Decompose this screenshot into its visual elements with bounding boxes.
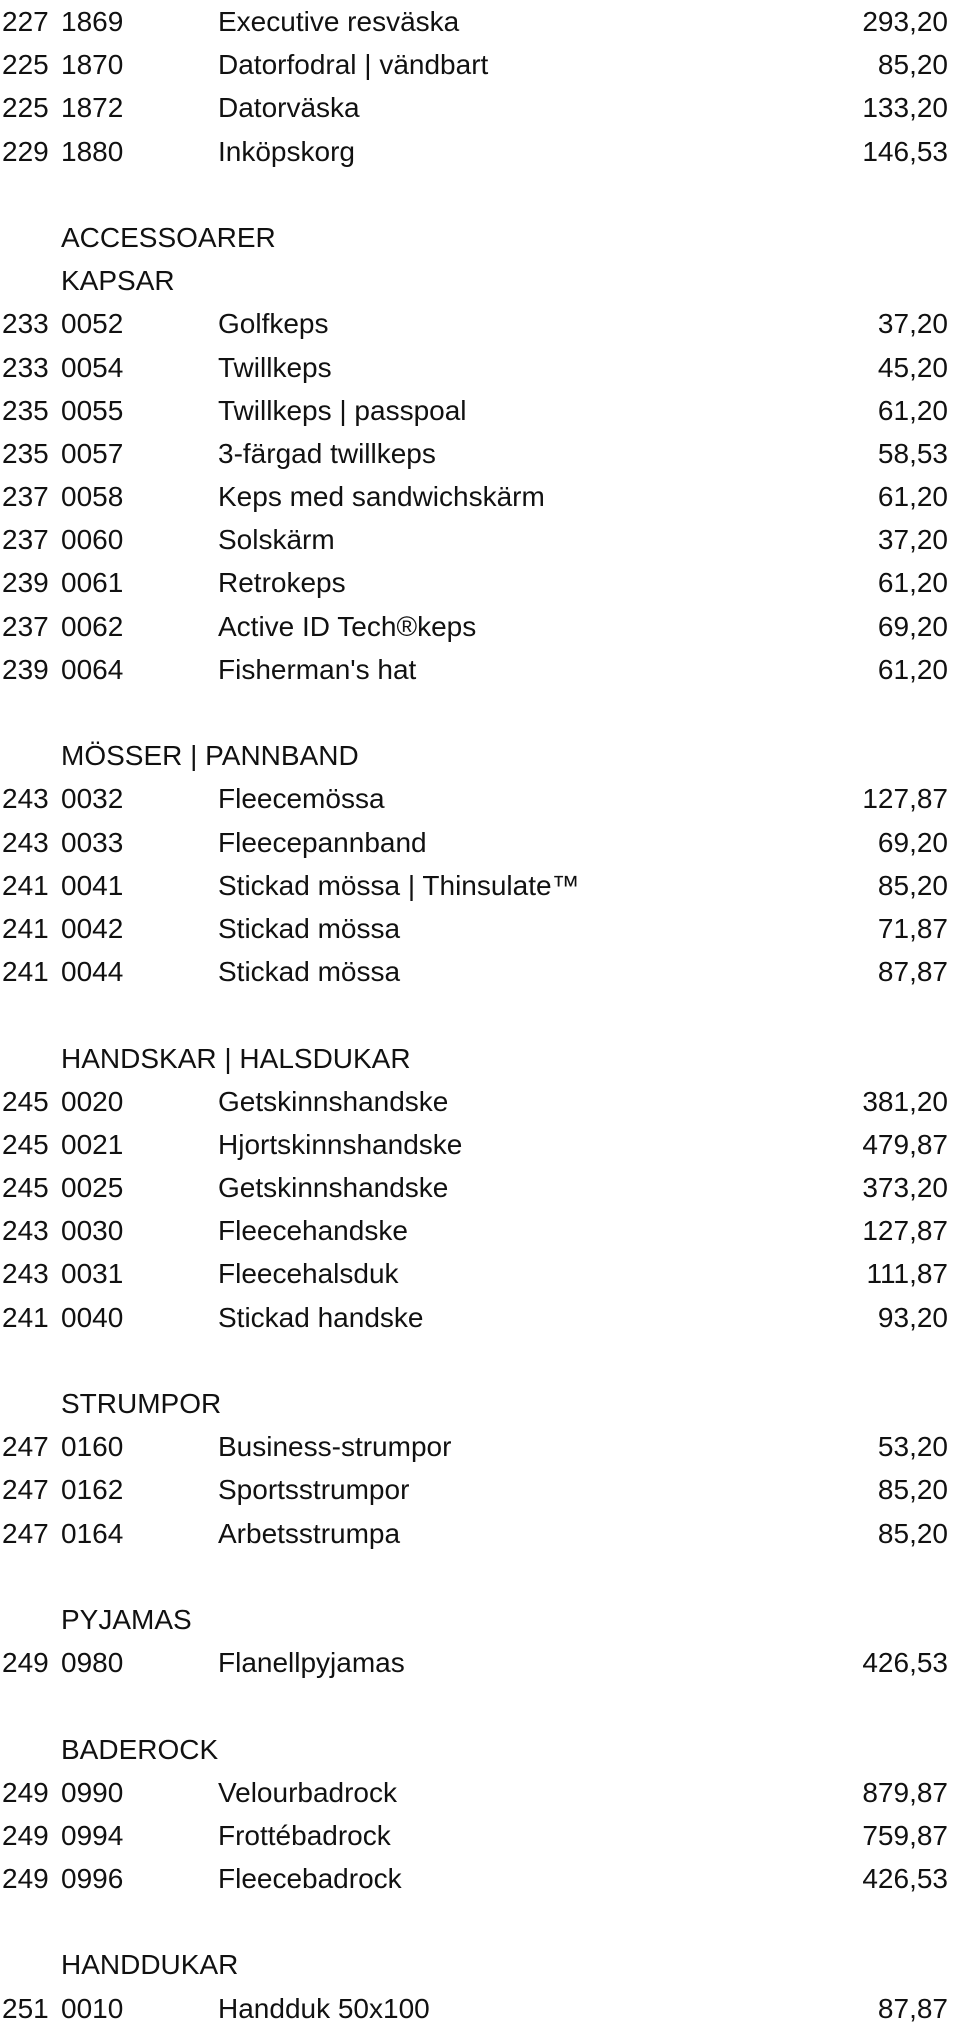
price-list-row (0, 1166, 960, 1209)
section-heading-text: HANDSKAR | HALSDUKAR (61, 1042, 411, 1074)
article-price: 111,87 (866, 1258, 948, 1290)
article-description: Handduk 50x100 (218, 1992, 430, 2024)
page-number: 247 (2, 1517, 49, 1549)
article-code: 0060 (61, 524, 124, 556)
article-description: Golfkeps (218, 308, 329, 340)
article-code: 0994 (61, 1819, 124, 1851)
page-number: 241 (2, 912, 49, 944)
article-description: Getskinnshandske (218, 1085, 449, 1117)
article-code: 0055 (61, 394, 124, 426)
article-price: 85,20 (877, 1474, 948, 1506)
article-price: 71,87 (877, 912, 948, 944)
article-price: 426,53 (862, 1647, 948, 1679)
page-number: 237 (2, 481, 49, 513)
article-price: 85,20 (877, 1517, 948, 1549)
page-number: 241 (2, 1301, 49, 1333)
article-price: 58,53 (877, 437, 948, 469)
page-number: 235 (2, 437, 49, 469)
category-title (0, 216, 960, 259)
page-number: 227 (2, 6, 49, 37)
article-price: 61,20 (877, 567, 948, 599)
price-list-row (0, 605, 960, 648)
article-price: 61,20 (877, 481, 948, 513)
page-number: 233 (2, 308, 49, 340)
section-heading (0, 1728, 960, 1771)
page-number: 247 (2, 1431, 49, 1463)
section-heading-text: HANDDUKAR (61, 1949, 239, 1981)
article-price: 61,20 (877, 653, 948, 685)
article-description: Fisherman's hat (218, 653, 417, 685)
blank-line (0, 993, 960, 1036)
article-code: 0162 (61, 1474, 124, 1506)
article-price: 127,87 (862, 783, 948, 815)
price-list-row (0, 648, 960, 691)
article-code: 0980 (61, 1647, 124, 1679)
article-price: 85,20 (877, 49, 948, 81)
section-heading (0, 1037, 960, 1080)
page-number: 241 (2, 956, 49, 988)
article-description: Getskinnshandske (218, 1172, 449, 1204)
price-list-row (0, 1857, 960, 1900)
page-number: 239 (2, 567, 49, 599)
article-code: 0990 (61, 1776, 124, 1808)
section-heading (0, 1382, 960, 1425)
price-list-row (0, 1080, 960, 1123)
article-code: 0057 (61, 437, 124, 469)
article-code: 0040 (61, 1301, 124, 1333)
article-code: 0996 (61, 1863, 124, 1895)
article-price: 45,20 (877, 351, 948, 383)
article-description: Fleecehandske (218, 1215, 408, 1247)
price-list-row (0, 864, 960, 907)
price-list-row (0, 302, 960, 345)
article-code: 0054 (61, 351, 124, 383)
article-description: Solskärm (218, 524, 335, 556)
price-list-row (0, 86, 960, 129)
article-price: 69,20 (877, 826, 948, 858)
article-description: Active ID Tech®keps (218, 610, 477, 642)
article-description: Sportsstrumpor (218, 1474, 410, 1506)
page-number: 247 (2, 1474, 49, 1506)
blank-line (0, 1339, 960, 1382)
article-code: 0064 (61, 653, 124, 685)
article-code: 0160 (61, 1431, 124, 1463)
article-description: Inköpskorg (218, 135, 355, 167)
article-code: 0021 (61, 1128, 124, 1160)
article-code: 0041 (61, 869, 124, 901)
page-number: 225 (2, 92, 49, 124)
price-list-row (0, 1987, 960, 2030)
section-heading (0, 259, 960, 302)
article-description: Fleecehalsduk (218, 1258, 399, 1290)
price-list-row (0, 1252, 960, 1295)
price-list-row (0, 1641, 960, 1684)
article-code: 0044 (61, 956, 124, 988)
article-price: 93,20 (877, 1301, 948, 1333)
article-price: 85,20 (877, 869, 948, 901)
section-heading-text: STRUMPOR (61, 1388, 222, 1419)
article-code: 0062 (61, 610, 124, 642)
article-description: Flanellpyjamas (218, 1647, 405, 1679)
section-heading-text: MÖSSER | PANNBAND (61, 740, 359, 772)
article-code: 0042 (61, 912, 124, 944)
article-description: Stickad mössa | Thinsulate™ (218, 869, 580, 901)
page-number: 243 (2, 1258, 49, 1290)
article-code: 0061 (61, 567, 124, 599)
article-code: 0020 (61, 1085, 124, 1117)
article-description: Datorfodral | vändbart (218, 49, 489, 81)
article-description: 3-färgad twillkeps (218, 437, 436, 469)
article-description: Hjortskinnshandske (218, 1128, 463, 1160)
article-code: 1869 (61, 6, 124, 37)
page-number: 243 (2, 783, 49, 815)
page-number: 229 (2, 135, 49, 167)
section-heading (0, 734, 960, 777)
price-list-row (0, 1123, 960, 1166)
blank-line (0, 1555, 960, 1598)
page-number: 243 (2, 1215, 49, 1247)
price-list-row (0, 518, 960, 561)
article-code: 0033 (61, 826, 124, 858)
section-heading-text: PYJAMAS (61, 1603, 192, 1635)
page-number: 251 (2, 1992, 49, 2024)
article-description: Stickad mössa (218, 956, 401, 988)
article-price: 37,20 (877, 524, 948, 556)
section-heading-text: KAPSAR (61, 265, 175, 297)
article-description: Fleecebadrock (218, 1863, 402, 1895)
article-code: 0030 (61, 1215, 124, 1247)
page-number: 245 (2, 1172, 49, 1204)
section-heading (0, 1943, 960, 1986)
section-heading-text: BADEROCK (61, 1733, 219, 1765)
article-description: Twillkeps | passpoal (218, 394, 467, 426)
page-number: 241 (2, 869, 49, 901)
price-list-row (0, 1425, 960, 1468)
article-price: 127,87 (862, 1215, 948, 1247)
article-price: 479,87 (862, 1128, 948, 1160)
section-heading (0, 1598, 960, 1641)
article-code: 0052 (61, 308, 124, 340)
price-list-row (0, 475, 960, 518)
article-code: 0164 (61, 1517, 124, 1549)
page-number: 249 (2, 1819, 49, 1851)
article-price: 293,20 (862, 6, 948, 37)
article-price: 87,87 (877, 1992, 948, 2024)
price-list-row (0, 0, 960, 43)
page-number: 225 (2, 49, 49, 81)
page-number: 237 (2, 610, 49, 642)
article-description: Fleecemössa (218, 783, 385, 815)
article-price: 61,20 (877, 394, 948, 426)
article-price: 87,87 (877, 956, 948, 988)
article-description: Business-strumpor (218, 1431, 452, 1463)
price-list-row (0, 346, 960, 389)
price-list-row (0, 1468, 960, 1511)
price-list-row (0, 432, 960, 475)
article-price: 133,20 (862, 92, 948, 124)
blank-line (0, 691, 960, 734)
price-list-row (0, 777, 960, 820)
article-code: 0058 (61, 481, 124, 513)
article-description: Datorväska (218, 92, 360, 124)
price-list-row (0, 1771, 960, 1814)
price-list-row (0, 907, 960, 950)
article-description: Stickad handske (218, 1301, 424, 1333)
page-number: 245 (2, 1085, 49, 1117)
page-number: 249 (2, 1776, 49, 1808)
article-price: 37,20 (877, 308, 948, 340)
price-list-row (0, 1209, 960, 1252)
price-list-row (0, 1814, 960, 1857)
page-number: 243 (2, 826, 49, 858)
article-code: 0010 (61, 1992, 124, 2024)
price-list-row (0, 821, 960, 864)
blank-line (0, 1684, 960, 1727)
article-price: 879,87 (862, 1776, 948, 1808)
price-list-row (0, 950, 960, 993)
article-code: 0031 (61, 1258, 124, 1290)
page-number: 233 (2, 351, 49, 383)
page-number: 239 (2, 653, 49, 685)
article-price: 373,20 (862, 1172, 948, 1204)
article-description: Twillkeps (218, 351, 332, 383)
article-code: 1872 (61, 92, 124, 124)
article-description: Velourbadrock (218, 1776, 398, 1808)
article-description: Keps med sandwichskärm (218, 481, 545, 513)
price-list-row (0, 561, 960, 604)
article-price: 69,20 (877, 610, 948, 642)
article-price: 53,20 (877, 1431, 948, 1463)
article-description: Stickad mössa (218, 912, 401, 944)
article-code: 0025 (61, 1172, 124, 1204)
article-description: Fleecepannband (218, 826, 427, 858)
article-price: 426,53 (862, 1863, 948, 1895)
article-description: Executive resväska (218, 6, 460, 37)
article-price: 759,87 (862, 1819, 948, 1851)
category-title-text: ACCESSOARER (61, 221, 276, 253)
article-description: Arbetsstrumpa (218, 1517, 401, 1549)
article-code: 1880 (61, 135, 124, 167)
blank-line (0, 1900, 960, 1943)
page-number: 237 (2, 524, 49, 556)
article-price: 381,20 (862, 1085, 948, 1117)
price-list-row (0, 1296, 960, 1339)
article-description: Retrokeps (218, 567, 346, 599)
price-list-row (0, 130, 960, 173)
article-code: 0032 (61, 783, 124, 815)
page-number: 235 (2, 394, 49, 426)
article-price: 146,53 (862, 135, 948, 167)
price-list-row (0, 389, 960, 432)
price-list-row (0, 1512, 960, 1555)
blank-line (0, 173, 960, 216)
page-number: 245 (2, 1128, 49, 1160)
page-number: 249 (2, 1647, 49, 1679)
page-number: 249 (2, 1863, 49, 1895)
price-list-row (0, 43, 960, 86)
article-code: 1870 (61, 49, 124, 81)
article-description: Frottébadrock (218, 1819, 391, 1851)
